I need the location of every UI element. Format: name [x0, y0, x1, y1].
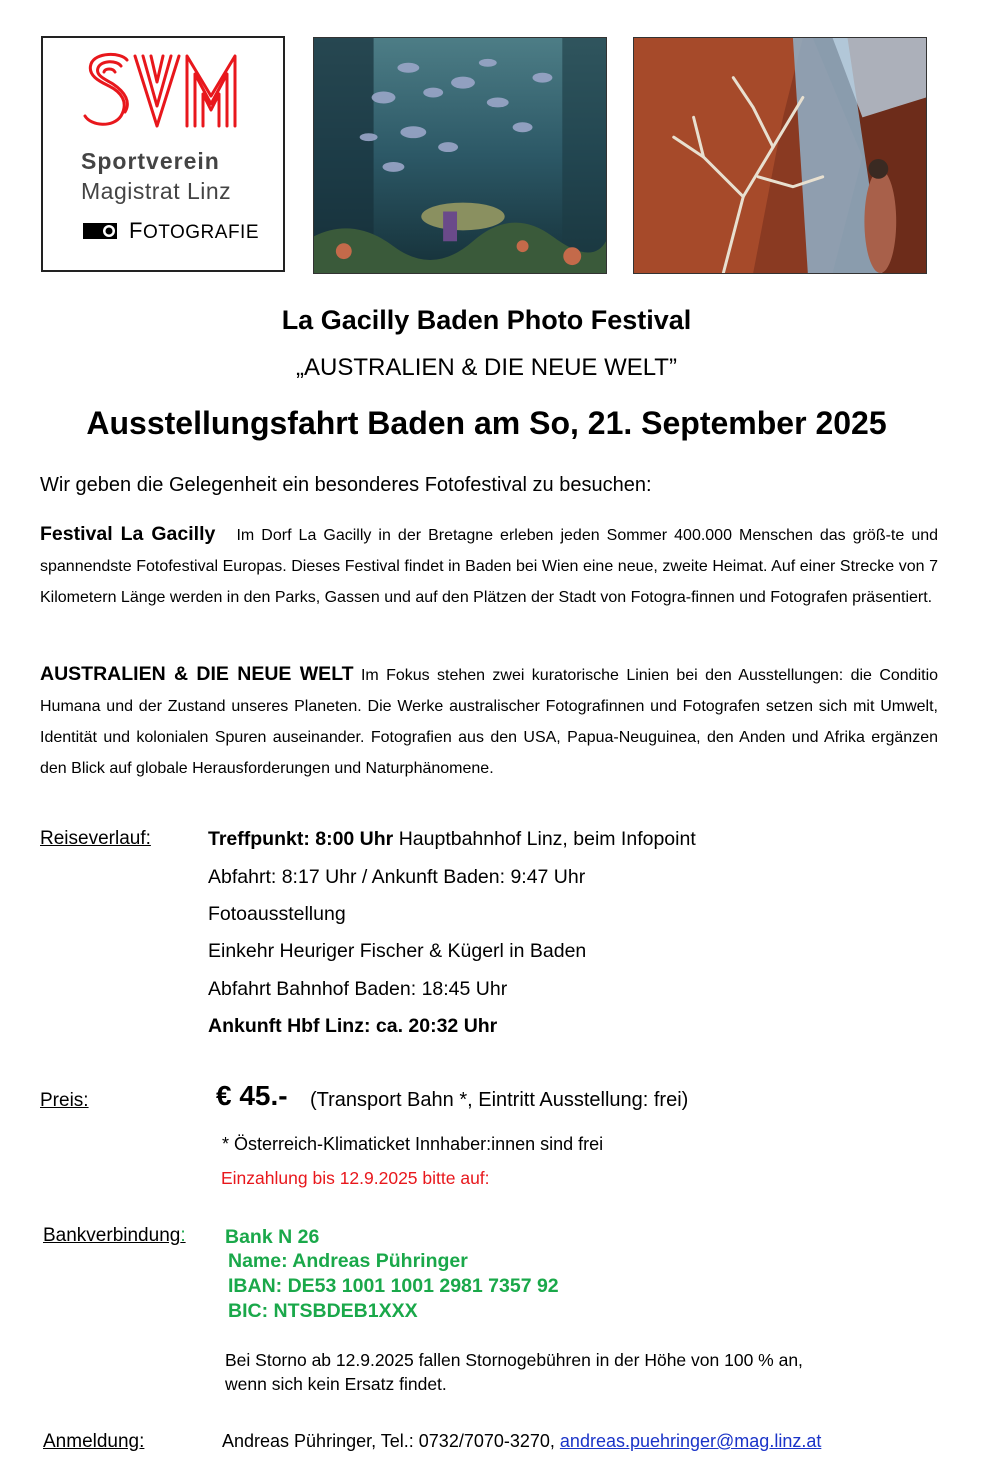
logo-fotografie: FOTOGRAFIE	[129, 218, 260, 243]
theme-text: Im Fokus stehen zwei kuratorische Linien bei den Ausstellungen: die Conditio Humana und der Zustand unseres Planeten. Die Werke australischer Fotografinnen und Fotografen setzen sich mit Umwelt, Identität und kolonialen Spuren auseinander. Fotografien aus den USA, Papua-Neuguinea, den Anden und Afrika ergänzen den Blick auf globale Herausforderungen und Naturphänomene.	[40, 667, 939, 777]
cancellation-note: Bei Storno ab 12.9.2025 fallen Stornogebühren in der Höhe von 100 % an, wenn sich kein Ersatz findet.	[225, 1350, 803, 1394]
itinerary-label: Reiseverlauf:	[40, 828, 151, 849]
intro-text: Wir geben die Gelegenheit ein besonderes Fotofestival zu besuchen:	[40, 474, 652, 496]
logo-magistrat: Magistrat Linz	[81, 178, 232, 204]
bank-bic: BIC: NTSBDEB1XXX	[228, 1300, 418, 1322]
itinerary-arrival: Ankunft Hbf Linz: ca. 20:32 Uhr	[208, 1015, 498, 1037]
registration-label: Anmeldung:	[43, 1431, 145, 1452]
festival-paragraph	[40, 519, 938, 613]
page-title: La Gacilly Baden Photo Festival	[281, 305, 692, 335]
registration-contact: Andreas Pühringer, Tel.: 0732/7070-3270, andreas.puehringer@mag.linz.at	[222, 1431, 822, 1451]
itinerary-heuriger: Einkehr Heuriger Fischer & Kügerl in Baden	[208, 940, 587, 962]
bank-iban: IBAN: DE53 1001 1001 2981 7357 92	[228, 1275, 559, 1297]
price-note: (Transport Bahn *, Eintritt Ausstellung: frei)	[310, 1089, 689, 1111]
theme-lead: AUSTRALIEN & DIE NEUE WELT	[40, 663, 354, 685]
page-subtitle: „AUSTRALIEN & DIE NEUE WELT”	[296, 354, 677, 381]
svm-logo-letters	[81, 46, 251, 136]
bank-label: Bankverbindung:	[43, 1225, 186, 1246]
logo-sportverein: Sportverein	[81, 148, 220, 174]
email-link[interactable]: andreas.puehringer@mag.linz.at	[559, 1431, 822, 1451]
payment-deadline: Einzahlung bis 12.9.2025 bitte auf:	[221, 1168, 490, 1188]
account-holder: Name: Andreas Pühringer	[228, 1250, 468, 1272]
itinerary-departure: Abfahrt: 8:17 Uhr / Ankunft Baden: 9:47 Uhr	[208, 866, 586, 888]
photo-red-rock	[633, 37, 927, 274]
price-amount: € 45.-	[216, 1080, 288, 1111]
klimaticket-note: * Österreich-Klimaticket Innhaber:innen sind frei	[222, 1134, 604, 1154]
price-label: Preis:	[40, 1090, 89, 1111]
club-logo	[41, 36, 285, 272]
event-headline: Ausstellungsfahrt Baden am So, 21. September 2025	[86, 405, 887, 441]
festival-text: Im Dorf La Gacilly in der Bretagne erleben jeden Sommer 400.000 Menschen das größ-te und spannendste Fotofestival Europas. Dieses Festival findet in Baden bei Wien eine neue, zweite Heimat. Auf einer Strecke von 7 Kilometern Länge werden in den Parks, Gassen und auf den Plätzen der Stadt von Fotogra-finnen und Fotografen präsentiert.	[40, 527, 939, 606]
festival-lead: Festival La Gacilly	[40, 523, 216, 545]
theme-paragraph	[40, 659, 938, 784]
photo-underwater	[313, 37, 607, 274]
itinerary-exhibition: Fotoausstellung	[208, 903, 346, 925]
camera-icon	[83, 223, 117, 239]
itinerary-meeting: Treffpunkt: 8:00 Uhr Hauptbahnhof Linz, beim Infopoint	[208, 828, 696, 850]
bank-name: Bank N 26	[225, 1226, 320, 1248]
itinerary-return-departure: Abfahrt Bahnhof Baden: 18:45 Uhr	[208, 978, 508, 1000]
